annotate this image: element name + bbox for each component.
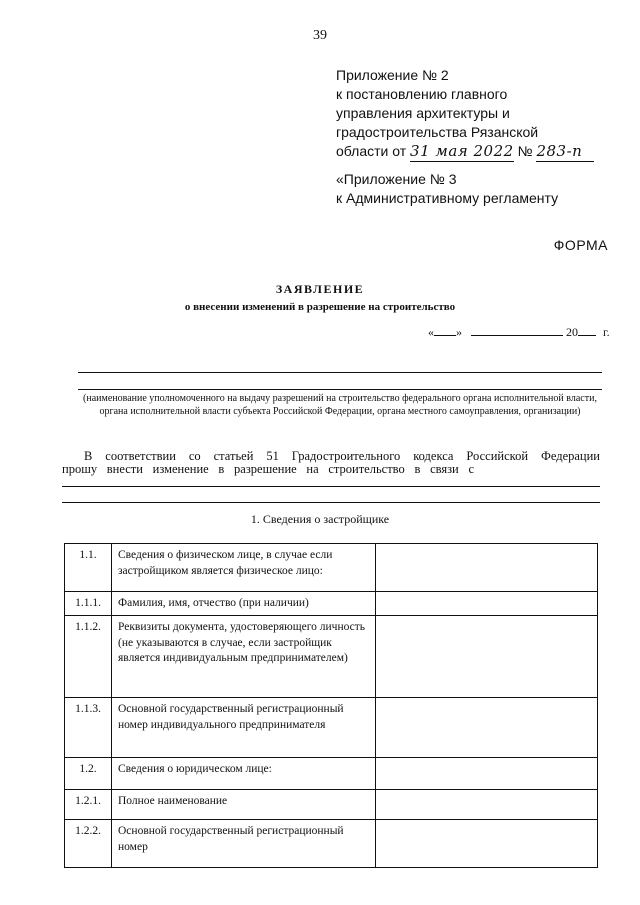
- row-label: Сведения о юридическом лице:: [112, 758, 376, 790]
- document-subtitle: о внесении изменений в разрешение на строительство: [184, 301, 456, 313]
- month-blank[interactable]: [471, 324, 563, 336]
- reason-blank-line-2[interactable]: [62, 502, 600, 503]
- appendix-date-line: [336, 142, 636, 162]
- table-row: [65, 698, 598, 758]
- row-number: 1.2.2.: [65, 820, 112, 868]
- reason-blank-line-1[interactable]: [62, 486, 600, 487]
- day-blank[interactable]: [434, 324, 456, 336]
- appendix-line: к постановлению главного: [336, 86, 508, 102]
- row-label: Полное наименование: [112, 790, 376, 820]
- paragraph-line-2: прошу внести изменение в разрешение на строительство в связи с: [62, 462, 474, 476]
- row-number: 1.2.1.: [65, 790, 112, 820]
- row-label: Реквизиты документа, удостоверяющего личность (не указываются в случае, если застройщик является индивидуальным предпринимателем): [112, 616, 376, 698]
- row-number: 1.1.: [65, 544, 112, 592]
- row-value-cell[interactable]: [376, 790, 598, 820]
- authority-blank-line-1[interactable]: [78, 372, 602, 373]
- page-number: 39: [313, 28, 327, 43]
- developer-info-table: [64, 543, 598, 868]
- appendix3-header: [336, 170, 558, 208]
- number-prefix: №: [517, 143, 533, 159]
- handwritten-date: 31 мая 2022: [410, 142, 514, 160]
- table-row: [65, 544, 598, 592]
- table-row: [65, 592, 598, 616]
- appendix-header: [336, 66, 636, 162]
- table-row: [65, 758, 598, 790]
- authority-caption: (наименование уполномоченного на выдачу разрешений на строительство федерального органа исполнительной власти, органа исполнительной власти субъекта Российской Федерации, органа местного самоуправления, организации): [83, 393, 597, 417]
- row-value-cell[interactable]: [376, 616, 598, 698]
- appendix-line: градостроительства Рязанской: [336, 124, 539, 140]
- date-line: [428, 324, 610, 340]
- row-number: 1.1.2.: [65, 616, 112, 698]
- appendix3-line: «Приложение № 3: [336, 171, 457, 187]
- row-number: 1.2.: [65, 758, 112, 790]
- row-value-cell[interactable]: [376, 592, 598, 616]
- appendix3-line: к Административному регламенту: [336, 190, 559, 206]
- row-label: Основной государственный регистрационный номер: [112, 820, 376, 868]
- table-row: [65, 790, 598, 820]
- document-title: ЗАЯВЛЕНИЕ: [275, 282, 365, 296]
- row-number: 1.1.1.: [65, 592, 112, 616]
- row-value-cell[interactable]: [376, 758, 598, 790]
- row-value-cell[interactable]: [376, 698, 598, 758]
- table-row: [65, 616, 598, 698]
- authority-blank-line-2[interactable]: [78, 389, 602, 390]
- year-prefix: 20: [566, 325, 578, 339]
- paragraph-line-1: В соответствии со статьей 51 Градостроительного кодекса Российской Федерации: [84, 449, 600, 463]
- form-label: ФОРМА: [553, 237, 608, 253]
- appendix-region-prefix: области от: [336, 143, 407, 159]
- section-1-title: 1. Сведения о застройщике: [250, 512, 390, 526]
- request-paragraph: [62, 450, 600, 476]
- appendix-line: управления архитектуры и: [336, 105, 510, 121]
- year-suffix: г.: [603, 325, 610, 339]
- row-label: Фамилия, имя, отчество (при наличии): [112, 592, 376, 616]
- date-open-quote: «: [428, 325, 434, 339]
- row-label: Основной государственный регистрационный номер индивидуального предпринимателя: [112, 698, 376, 758]
- date-close-quote: »: [456, 325, 462, 339]
- row-value-cell[interactable]: [376, 544, 598, 592]
- row-label: Сведения о физическом лице, в случае если застройщиком является физическое лицо:: [112, 544, 376, 592]
- handwritten-number: 283-п: [536, 142, 594, 162]
- row-number: 1.1.3.: [65, 698, 112, 758]
- appendix-line: Приложение № 2: [336, 67, 449, 83]
- row-value-cell[interactable]: [376, 820, 598, 868]
- year-blank[interactable]: [578, 324, 596, 336]
- table-row: [65, 820, 598, 868]
